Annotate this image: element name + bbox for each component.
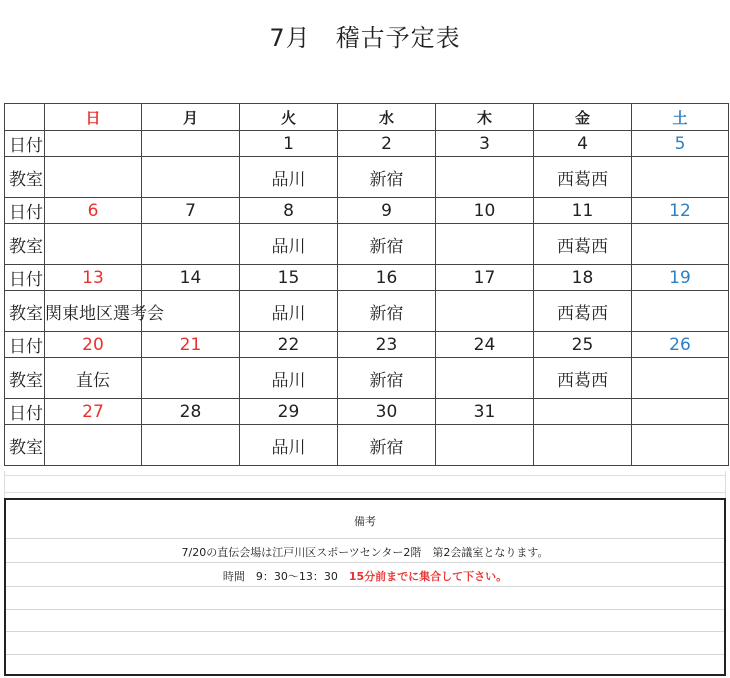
room-cell: 品川 (240, 358, 338, 399)
room-cell (45, 224, 142, 265)
room-cell: 西葛西 (534, 224, 632, 265)
room-cell (632, 291, 729, 332)
room-cell: 直伝 (45, 358, 142, 399)
room-cell: 新宿 (338, 157, 436, 198)
room-cell (142, 425, 240, 466)
room-cell: 新宿 (338, 291, 436, 332)
room-row (5, 157, 729, 198)
notes-line-venue: 7/20の直伝会場は江戸川区スポーツセンター2階 第2会議室となります。 (181, 546, 549, 559)
date-row-label: 日付 (5, 332, 45, 358)
date-cell: 2 (338, 131, 436, 157)
notes-heading: 備考 (354, 515, 376, 528)
room-cell: 西葛西 (534, 157, 632, 198)
date-cell: 16 (338, 265, 436, 291)
date-cell: 8 (240, 198, 338, 224)
room-cell: 新宿 (338, 425, 436, 466)
date-row-label: 日付 (5, 265, 45, 291)
notes-gridline (6, 631, 724, 632)
date-row (5, 399, 729, 425)
room-row-label: 教室 (5, 358, 45, 399)
weekday-sat: 土 (632, 104, 729, 131)
date-cell: 6 (45, 198, 142, 224)
room-row-label: 教室 (5, 157, 45, 198)
notes-gridline (6, 654, 724, 655)
date-cell: 4 (534, 131, 632, 157)
room-row-label: 教室 (5, 291, 45, 332)
date-row (5, 265, 729, 291)
notes-gridline (6, 562, 724, 563)
room-cell (436, 157, 534, 198)
date-row-label: 日付 (5, 399, 45, 425)
room-cell (45, 157, 142, 198)
date-cell: 21 (142, 332, 240, 358)
room-cell (632, 224, 729, 265)
date-cell: 14 (142, 265, 240, 291)
date-cell: 29 (240, 399, 338, 425)
corner-cell (5, 104, 45, 131)
room-row-label: 教室 (5, 224, 45, 265)
room-row (5, 224, 729, 265)
weekday-header-row (5, 104, 729, 131)
weekday-thu: 木 (436, 104, 534, 131)
date-cell: 22 (240, 332, 338, 358)
schedule-title: 7月 稽古予定表 (269, 24, 461, 52)
date-row (5, 198, 729, 224)
date-cell: 28 (142, 399, 240, 425)
date-cell: 7 (142, 198, 240, 224)
room-cell (142, 358, 240, 399)
room-cell: 品川 (240, 157, 338, 198)
notes-time: 時間 9：30〜13：30 (222, 570, 349, 583)
date-cell: 24 (436, 332, 534, 358)
date-cell (45, 131, 142, 157)
date-cell: 15 (240, 265, 338, 291)
room-cell (45, 425, 142, 466)
date-cell: 25 (534, 332, 632, 358)
room-row (5, 358, 729, 399)
date-cell: 9 (338, 198, 436, 224)
date-cell: 13 (45, 265, 142, 291)
date-cell (142, 131, 240, 157)
room-cell (142, 224, 240, 265)
date-cell: 5 (632, 131, 729, 157)
date-cell: 31 (436, 399, 534, 425)
room-cell: 品川 (240, 291, 338, 332)
date-row-label: 日付 (5, 198, 45, 224)
date-row (5, 332, 729, 358)
spacer-gridline (4, 492, 726, 493)
weekday-sun: 日 (45, 104, 142, 131)
room-cell: 西葛西 (534, 291, 632, 332)
date-cell: 30 (338, 399, 436, 425)
room-cell (142, 157, 240, 198)
date-cell: 19 (632, 265, 729, 291)
room-cell (436, 291, 534, 332)
date-row (5, 131, 729, 157)
date-cell: 20 (45, 332, 142, 358)
room-cell: 西葛西 (534, 358, 632, 399)
room-cell (436, 358, 534, 399)
room-row-label: 教室 (5, 425, 45, 466)
room-row (5, 291, 729, 332)
date-cell: 26 (632, 332, 729, 358)
notes-line-time (6, 568, 724, 584)
room-cell (632, 425, 729, 466)
notes-emphasis: 15分前までに集合して下さい。 (348, 570, 508, 583)
notes-gridline (6, 538, 724, 539)
room-cell: 新宿 (338, 224, 436, 265)
spacer-gridline (4, 475, 726, 476)
room-cell (436, 425, 534, 466)
room-cell: 関東地区選考会 (45, 291, 142, 332)
notes-gridline (6, 586, 724, 587)
room-cell (436, 224, 534, 265)
date-cell (632, 399, 729, 425)
room-cell (534, 425, 632, 466)
date-cell: 11 (534, 198, 632, 224)
room-cell (632, 358, 729, 399)
date-cell: 12 (632, 198, 729, 224)
date-cell: 10 (436, 198, 534, 224)
date-cell: 3 (436, 131, 534, 157)
room-cell (632, 157, 729, 198)
weekday-tue: 火 (240, 104, 338, 131)
date-row-label: 日付 (5, 131, 45, 157)
room-cell: 品川 (240, 224, 338, 265)
date-cell: 23 (338, 332, 436, 358)
date-cell: 18 (534, 265, 632, 291)
room-cell: 新宿 (338, 358, 436, 399)
weekday-fri: 金 (534, 104, 632, 131)
room-row (5, 425, 729, 466)
weekday-wed: 水 (338, 104, 436, 131)
date-cell: 17 (436, 265, 534, 291)
weekday-mon: 月 (142, 104, 240, 131)
notes-gridline (6, 609, 724, 610)
date-cell: 27 (45, 399, 142, 425)
date-cell: 1 (240, 131, 338, 157)
schedule-calendar (4, 103, 729, 466)
room-cell: 品川 (240, 425, 338, 466)
date-cell (534, 399, 632, 425)
notes-box (4, 498, 726, 676)
